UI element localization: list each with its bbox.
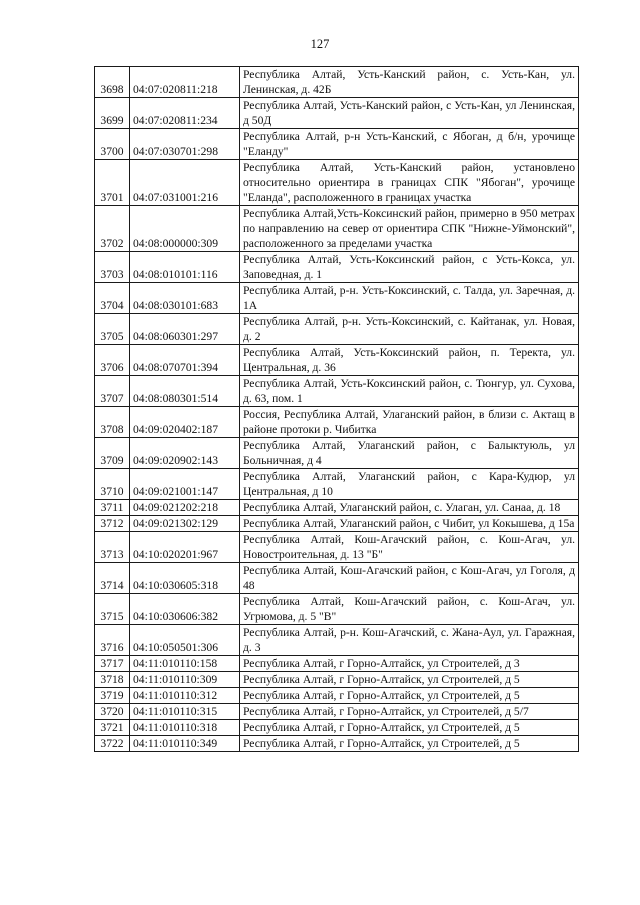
table-row: [95, 736, 579, 752]
row-number-cell: 3708: [95, 407, 130, 438]
cadastral-number-cell: 04:10:030606:382: [130, 594, 240, 625]
address-cell: Республика Алтай, р-н. Усть-Коксинский, с. Кайтанак, ул. Новая, д. 2: [240, 314, 579, 345]
address-cell: Республика Алтай, Кош-Агачский район, с Кош-Агач, ул Гоголя, д 48: [240, 563, 579, 594]
row-number-cell: 3721: [95, 720, 130, 736]
table-row: [95, 656, 579, 672]
address-cell: Республика Алтай, Улаганский район, с Чибит, ул Кокышева, д 15а: [240, 516, 579, 532]
row-number-cell: 3718: [95, 672, 130, 688]
table-row: [95, 160, 579, 206]
row-number-cell: 3702: [95, 206, 130, 252]
address-cell: Россия, Республика Алтай, Улаганский район, в близи с. Актащ в районе протоки р. Чибитка: [240, 407, 579, 438]
table-row: [95, 720, 579, 736]
row-number-cell: 3722: [95, 736, 130, 752]
address-cell: Республика Алтай, Усть-Коксинский район, п. Теректа, ул. Центральная, д. 36: [240, 345, 579, 376]
table-row: [95, 206, 579, 252]
cadastral-number-cell: 04:11:010110:349: [130, 736, 240, 752]
table-row: [95, 500, 579, 516]
address-cell: Республика Алтай, р-н Усть-Канский, с Ябоган, д б/н, урочище "Еланду": [240, 129, 579, 160]
address-cell: Республика Алтай, г Горно-Алтайск, ул Строителей, д 5: [240, 688, 579, 704]
table-row: [95, 516, 579, 532]
row-number-cell: 3703: [95, 252, 130, 283]
address-cell: Республика Алтай, Улаганский район, с Кара-Кудюр, ул Центральная, д 10: [240, 469, 579, 500]
row-number-cell: 3719: [95, 688, 130, 704]
row-number-cell: 3709: [95, 438, 130, 469]
table-row: [95, 672, 579, 688]
address-cell: Республика Алтай, р-н. Усть-Коксинский, с. Талда, ул. Заречная, д. 1А: [240, 283, 579, 314]
row-number-cell: 3705: [95, 314, 130, 345]
row-number-cell: 3720: [95, 704, 130, 720]
table-row: [95, 283, 579, 314]
row-number-cell: 3698: [95, 67, 130, 98]
address-cell: Республика Алтай, Усть-Коксинский район, с. Тюнгур, ул. Сухова, д. 63, пом. 1: [240, 376, 579, 407]
table-row: [95, 345, 579, 376]
cadastral-number-cell: 04:08:080301:514: [130, 376, 240, 407]
cadastral-number-cell: 04:11:010110:309: [130, 672, 240, 688]
cadastral-number-cell: 04:07:030701:298: [130, 129, 240, 160]
cadastral-number-cell: 04:08:030101:683: [130, 283, 240, 314]
address-cell: Республика Алтай, Усть-Канский район, с Усть-Кан, ул Ленинская, д 50Д: [240, 98, 579, 129]
table-row: [95, 688, 579, 704]
row-number-cell: 3711: [95, 500, 130, 516]
address-cell: Республика Алтай, г Горно-Алтайск, ул Строителей, д 5/7: [240, 704, 579, 720]
cadastral-number-cell: 04:09:021302:129: [130, 516, 240, 532]
table-row: [95, 532, 579, 563]
cadastral-number-cell: 04:08:000000:309: [130, 206, 240, 252]
row-number-cell: 3707: [95, 376, 130, 407]
table-row: [95, 129, 579, 160]
table-row: [95, 704, 579, 720]
row-number-cell: 3706: [95, 345, 130, 376]
address-cell: Республика Алтай,Усть-Коксинский район, примерно в 950 метрах по направлению на север от ориентира СПК "Нижне-Уймонский", расположенного за пределами участка: [240, 206, 579, 252]
table-row: [95, 314, 579, 345]
row-number-cell: 3717: [95, 656, 130, 672]
row-number-cell: 3716: [95, 625, 130, 656]
address-cell: Республика Алтай, г Горно-Алтайск, ул Строителей, д 5: [240, 720, 579, 736]
cadastral-number-cell: 04:08:010101:116: [130, 252, 240, 283]
address-cell: Республика Алтай, г Горно-Алтайск, ул Строителей, д 5: [240, 672, 579, 688]
address-cell: Республика Алтай, Усть-Канский район, установлено относительно ориентира в границах СПК "Ябоган", урочище "Еланда", расположенного в границах участка: [240, 160, 579, 206]
cadastral-number-cell: 04:10:050501:306: [130, 625, 240, 656]
cadastral-number-cell: 04:11:010110:318: [130, 720, 240, 736]
address-cell: Республика Алтай, Улаганский район, с. Улаган, ул. Санаа, д. 18: [240, 500, 579, 516]
row-number-cell: 3714: [95, 563, 130, 594]
cadastral-number-cell: 04:10:030605:318: [130, 563, 240, 594]
cadastral-number-cell: 04:08:060301:297: [130, 314, 240, 345]
cadastral-number-cell: 04:09:021001:147: [130, 469, 240, 500]
cadastral-number-cell: 04:11:010110:158: [130, 656, 240, 672]
table-row: [95, 594, 579, 625]
cadastral-number-cell: 04:07:020811:234: [130, 98, 240, 129]
row-number-cell: 3715: [95, 594, 130, 625]
cadastral-number-cell: 04:09:021202:218: [130, 500, 240, 516]
row-number-cell: 3701: [95, 160, 130, 206]
address-cell: Республика Алтай, Кош-Агачский район, с. Кош-Агач, ул. Угрюмова, д. 5 "В": [240, 594, 579, 625]
address-cell: Республика Алтай, р-н. Кош-Агачский, с. Жана-Аул, ул. Гаражная, д. 3: [240, 625, 579, 656]
cadastral-number-cell: 04:08:070701:394: [130, 345, 240, 376]
cadastral-number-cell: 04:11:010110:312: [130, 688, 240, 704]
row-number-cell: 3712: [95, 516, 130, 532]
address-cell: Республика Алтай, Кош-Агачский район, с. Кош-Агач, ул. Новостроительная, д. 13 "Б": [240, 532, 579, 563]
address-cell: Республика Алтай, Усть-Канский район, с. Усть-Кан, ул. Ленинская, д. 42Б: [240, 67, 579, 98]
address-cell: Республика Алтай, г Горно-Алтайск, ул Строителей, д 5: [240, 736, 579, 752]
table-row: [95, 438, 579, 469]
cadastral-number-cell: 04:09:020902:143: [130, 438, 240, 469]
cadastral-number-cell: 04:09:020402:187: [130, 407, 240, 438]
row-number-cell: 3713: [95, 532, 130, 563]
registry-body: [95, 67, 579, 752]
address-cell: Республика Алтай, Усть-Коксинский район, с Усть-Кокса, ул. Заповедная, д. 1: [240, 252, 579, 283]
row-number-cell: 3700: [95, 129, 130, 160]
table-row: [95, 67, 579, 98]
address-cell: Республика Алтай, г Горно-Алтайск, ул Строителей, д 3: [240, 656, 579, 672]
address-cell: Республика Алтай, Улаганский район, с Балыктуюль, ул Больничная, д 4: [240, 438, 579, 469]
registry-table: [94, 66, 579, 752]
cadastral-number-cell: 04:07:020811:218: [130, 67, 240, 98]
table-row: [95, 376, 579, 407]
table-row: [95, 625, 579, 656]
page-number: 127: [310, 37, 330, 51]
table-row: [95, 98, 579, 129]
table-row: [95, 407, 579, 438]
table-row: [95, 252, 579, 283]
row-number-cell: 3710: [95, 469, 130, 500]
row-number-cell: 3699: [95, 98, 130, 129]
cadastral-number-cell: 04:10:020201:967: [130, 532, 240, 563]
table-row: [95, 563, 579, 594]
row-number-cell: 3704: [95, 283, 130, 314]
cadastral-number-cell: 04:07:031001:216: [130, 160, 240, 206]
table-row: [95, 469, 579, 500]
cadastral-number-cell: 04:11:010110:315: [130, 704, 240, 720]
